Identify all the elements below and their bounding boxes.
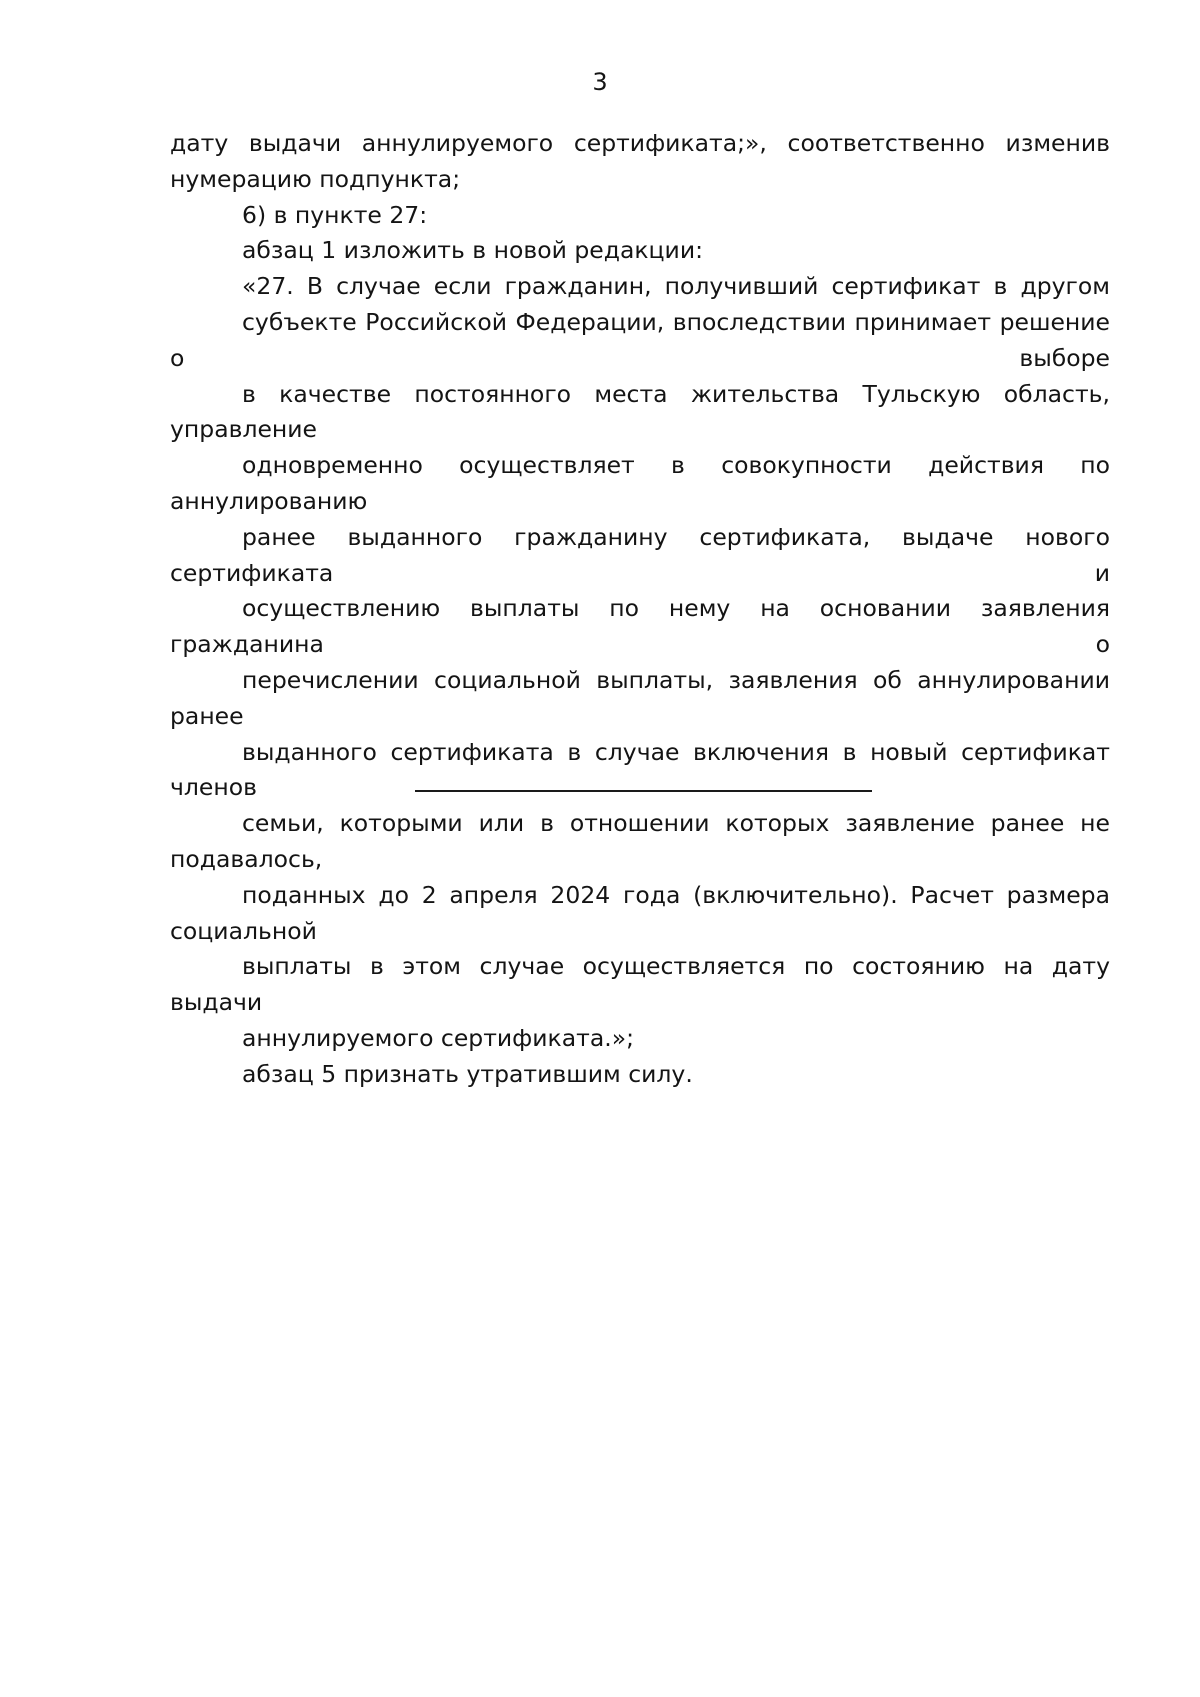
text-line: «27. В случае если гражданин, получивший сертификат в другом xyxy=(242,272,1110,301)
text-line: в качестве постоянного места жительства Тульскую область, управление xyxy=(170,379,1110,444)
text-line: одновременно осуществляет в совокупности действия по аннулированию xyxy=(170,451,1110,515)
text-line: осуществлению выплаты по нему на основании заявления гражданина о xyxy=(170,594,1110,659)
text-line: перечислении социальной выплаты, заявления об аннулировании ранее xyxy=(170,665,1110,730)
text-line: дату выдачи аннулируемого сертификата;», соответственно изменив xyxy=(170,129,1110,157)
text-line: выплаты в этом случае осуществляется по состоянию на дату выдачи xyxy=(170,952,1110,1017)
text-line: выданного сертификата в случае включения в новый сертификат членов xyxy=(170,737,1110,802)
paragraph-abzac-5-instruction xyxy=(170,1057,1110,1093)
text-line: абзац 1 изложить в новой редакции: xyxy=(242,236,704,265)
text-line: аннулируемого сертификата.»; xyxy=(242,1023,634,1052)
paragraph-continuation xyxy=(170,126,1110,198)
text-line: семьи, которыми или в отношении которых заявление ранее не подавалось, xyxy=(170,809,1110,873)
end-separator-line xyxy=(415,790,872,792)
text-line: ранее выданного гражданину сертификата, выдаче нового сертификата и xyxy=(170,522,1110,587)
text-line: 6) в пункте 27: xyxy=(242,200,428,229)
page-number: 3 xyxy=(592,68,608,96)
text-line: поданных до 2 апреля 2024 года (включительно). Расчет размера социальной xyxy=(170,880,1110,945)
text-line: субъекте Российской Федерации, впоследствии принимает решение о выборе xyxy=(170,307,1110,372)
paragraph-quoted-point-27 xyxy=(170,269,1110,1057)
text-line: абзац 5 признать утратившим силу. xyxy=(242,1059,693,1088)
paragraph-abzac-1-instruction xyxy=(170,233,1110,269)
paragraph-subitem-6 xyxy=(170,198,1110,234)
document-body xyxy=(170,126,1110,1093)
text-line: нумерацию подпункта; xyxy=(170,164,461,193)
